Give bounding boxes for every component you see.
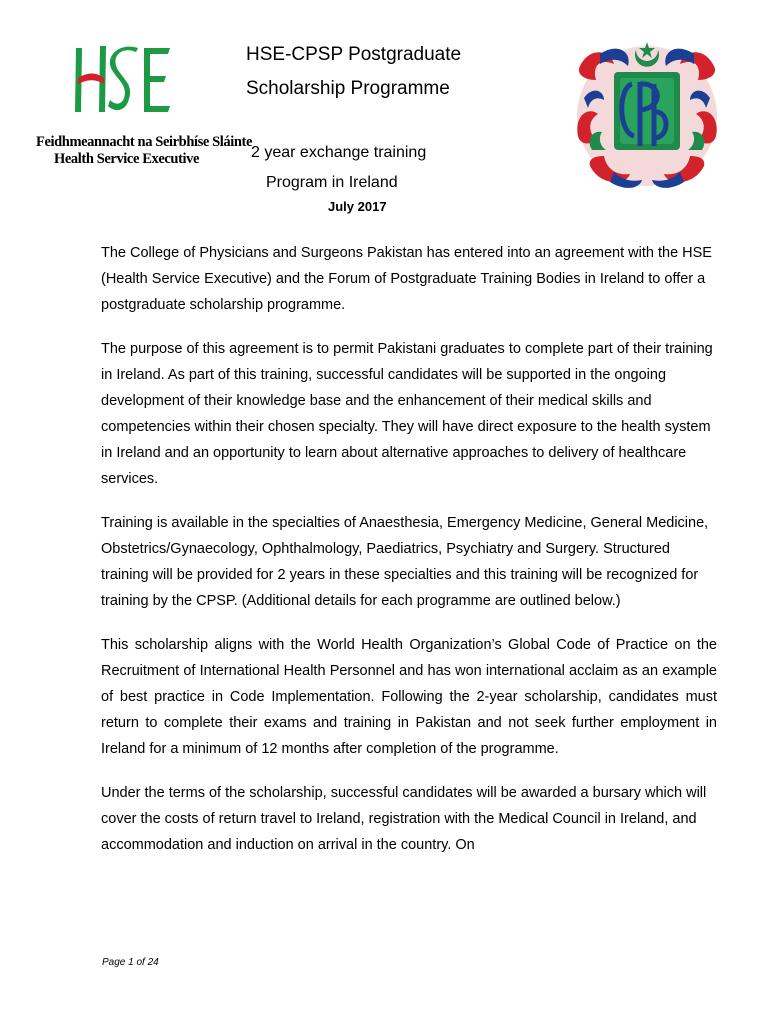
hse-irish-name: Feidhmeannacht na Seirbhíse Sláinte [36,134,253,150]
page-number: Page 1 of 24 [102,957,159,968]
document-subtitle [251,138,426,198]
title-line-2: Scholarship Programme [246,78,450,99]
title-line-1: HSE-CPSP Postgraduate [246,44,462,65]
paragraph-who-code: This scholarship aligns with the World Health Organization’s Global Code of Practice on the Recruitment of International Health Personnel and has won international acclaim as an example of best practice in Code Implementation. Following the 2-year scholarship, candidates must return to complete their exams and training in Pakistan and not seek further employment in Ireland for a minimum of 12 months after completion of the programme. [101,637,717,757]
document-title [246,38,461,106]
document-date: July 2017 [328,199,387,214]
paragraph-bursary: Under the terms of the scholarship, successful candidates will be awarded a bursary which will cover the costs of return travel to Ireland, registration with the Medical Council in Ireland, and accommodation and induction on arrival in the country. On [101,785,707,853]
hse-english-name: Health Service Executive [54,151,200,167]
cpsp-crest-emblem [570,36,724,192]
document-body [101,240,717,876]
hse-logo [36,42,253,170]
subtitle-line-1: 2 year exchange training [251,144,427,161]
paragraph-specialties: Training is available in the specialties of Anaesthesia, Emergency Medicine, General Medicine, Obstetrics/Gynaecology, Ophthalmology, Paediatrics, Psychiatry and Surgery. Structured training will be provided for 2 years in these specialties and this training will be recognized for training by the CPSP. (Additional details for each programme are outlined below.) [101,515,709,609]
paragraph-agreement: The College of Physicians and Surgeons Pakistan has entered into an agreement with the HSE (Health Service Executive) and the Forum of Postgraduate Training Bodies in Ireland to offer a postgraduate scholarship programme. [101,245,712,313]
paragraph-purpose: The purpose of this agreement is to permit Pakistani graduates to complete part of their training in Ireland. As part of this training, successful candidates will be supported in the ongoing development of their knowledge base and the enhancement of their medical skills and competencies within their chosen specialty. They will have direct exposure to the health system in Ireland and an opportunity to learn about alternative approaches to delivery of healthcare services. [101,341,713,487]
subtitle-line-2: Program in Ireland [266,174,398,191]
hse-logo-mark [66,42,176,118]
